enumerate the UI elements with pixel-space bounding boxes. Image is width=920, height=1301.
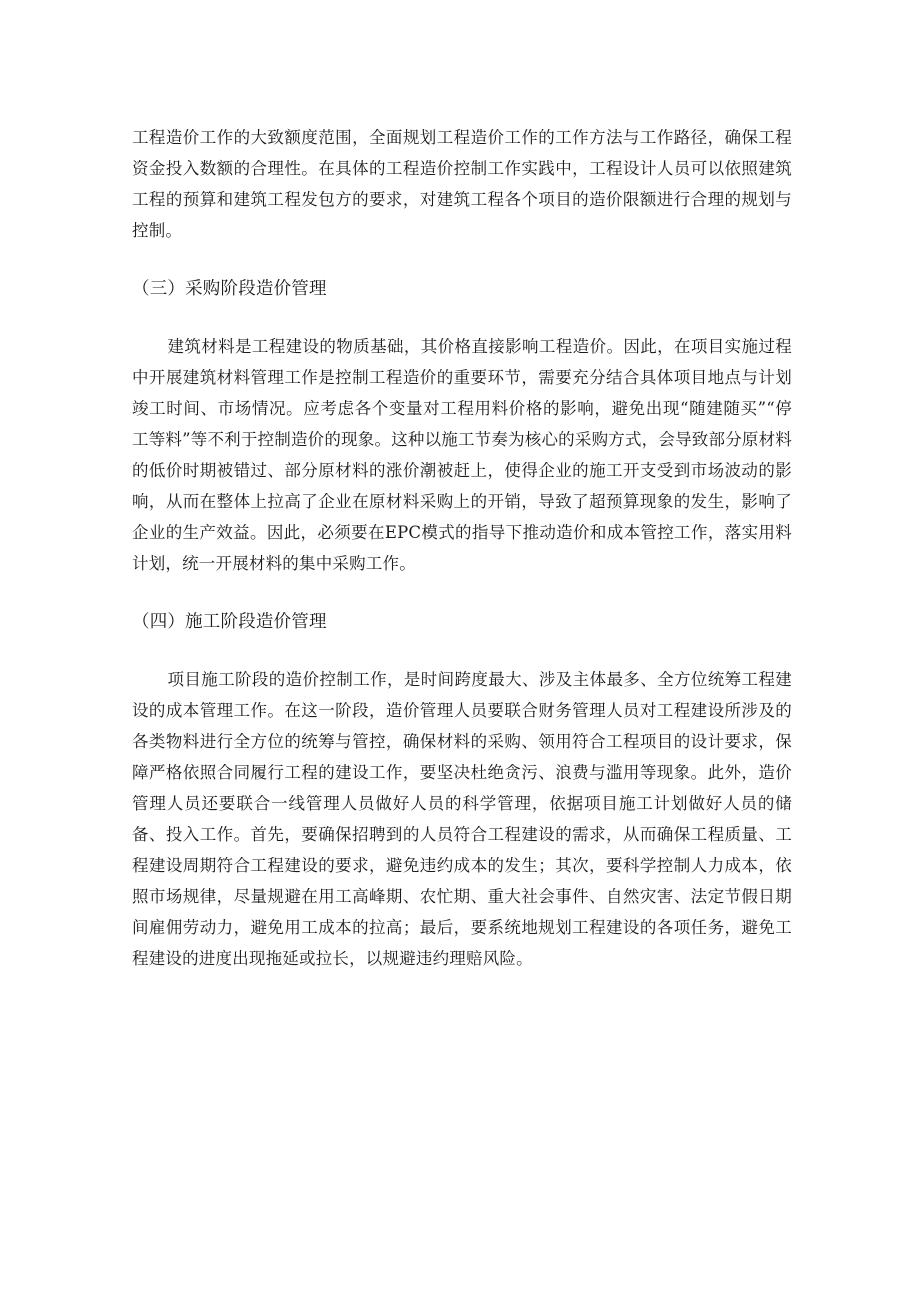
section-heading-construction: （四）施工阶段造价管理 bbox=[132, 612, 327, 632]
document-body bbox=[132, 122, 792, 974]
paragraph-cost-planning: 工程造价工作的大致额度范围，全面规划工程造价工作的工作方法与工作路径，确保工程资金投入数额的合理性。在具体的工程造价控制工作实践中，工程设计人员可以依照建筑工程的预算和建筑工程发包方的要求，对建筑工程各个项目的造价限额进行合理的规划与控制。 bbox=[132, 128, 792, 240]
paragraph-procurement: 建筑材料是工程建设的物质基础，其价格直接影响工程造价。因此，在项目实施过程中开展建筑材料管理工作是控制工程造价的重要环节，需要充分结合具体项目地点与计划竣工时间、市场情况。应考虑各个变量对工程用料价格的影响，避免出现“随建随买”“停工等料”等不利于控制造价的现象。这种以施工节奏为核心的采购方式，会导致部分原材料的低价时期被错过、部分原材料的涨价潮被赶上，使得企业的施工开支受到市场波动的影响，从而在整体上拉高了企业在原材料采购上的开销，导致了超预算现象的发生，影响了企业的生产效益。因此，必须要在EPC模式的指导下推动造价和成本管控工作，落实用料计划，统一开展材料的集中采购工作。 bbox=[132, 337, 792, 573]
paragraph-construction: 项目施工阶段的造价控制工作，是时间跨度最大、涉及主体最多、全方位统筹工程建设的成本管理工作。在这一阶段，造价管理人员要联合财务管理人员对工程建设所涉及的各类物料进行全方位的统筹与管控，确保材料的采购、领用符合工程项目的设计要求，保障严格依照合同履行工程的建设工作，要坚决杜绝贪污、浪费与滥用等现象。此外，造价管理人员还要联合一线管理人员做好人员的科学管理，依据项目施工计划做好人员的储备、投入工作。首先，要确保招聘到的人员符合工程建设的需求，从而确保工程质量、工程建设周期符合工程建设的要求，避免违约成本的发生；其次，要科学控制人力成本，依照市场规律，尽量规避在用工高峰期、农忙期、重大社会事件、自然灾害、法定节假日期间雇佣劳动力，避免用工成本的拉高；最后，要系统地规划工程建设的各项任务，避免工程建设的进度出现拖延或拉长，以规避违约理赔风险。 bbox=[132, 670, 792, 968]
section-heading-procurement: （三）采购阶段造价管理 bbox=[132, 279, 327, 299]
